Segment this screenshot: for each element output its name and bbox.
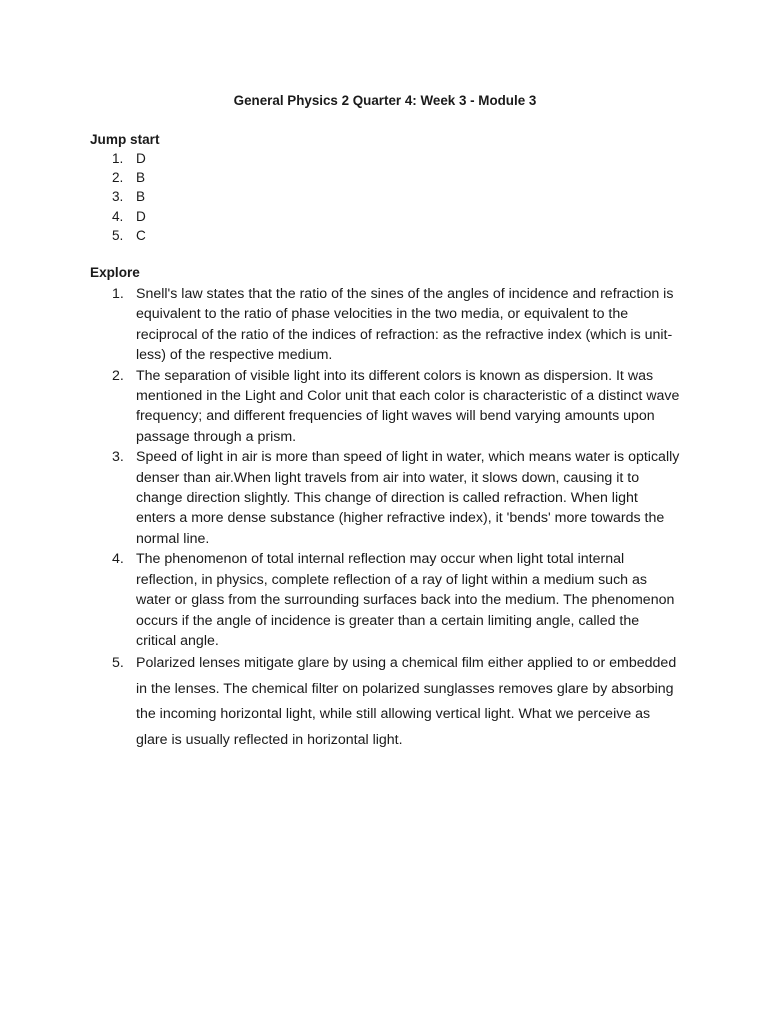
list-number: 2. xyxy=(112,170,124,186)
list-item xyxy=(90,651,680,753)
explore-list xyxy=(90,284,680,753)
list-item xyxy=(90,366,680,448)
list-number: 4. xyxy=(112,208,124,224)
list-number: 3. xyxy=(112,449,124,466)
answer-text: D xyxy=(136,208,146,224)
explore-heading: Explore xyxy=(90,265,140,281)
page-title: General Physics 2 Quarter 4: Week 3 - Module 3 xyxy=(233,93,537,108)
list-item xyxy=(90,149,680,168)
list-item xyxy=(90,207,680,226)
paragraph-text: Speed of light in air is more than speed of light in water, which means water is optically denser than air.When light travels from air into water, it slows down, causing it to change direction slightly. This change of direction is called refraction. When light enters a more dense substance (higher refractive index), it 'bends' more towards the normal line. xyxy=(136,449,680,547)
list-item xyxy=(90,187,680,206)
paragraph-text: The separation of visible light into its different colors is known as dispersion. It was mentioned in the Light and Color unit that each color is characteristic of a distinct wave frequency; and different frequencies of light waves will bend varying amounts upon passage through a prism. xyxy=(136,367,680,445)
paragraph-text: The phenomenon of total internal reflection may occur when light total internal reflection, in physics, complete reflection of a ray of light within a medium such as water or glass from the surrounding surfaces back into the medium. The phenomenon occurs if the angle of incidence is greater than a certain limiting angle, called the critical angle. xyxy=(136,551,675,649)
jump-start-list xyxy=(90,149,680,245)
list-item xyxy=(90,226,680,245)
jump-start-heading: Jump start xyxy=(90,132,160,147)
list-item xyxy=(90,447,680,549)
answer-text: C xyxy=(136,227,146,243)
list-number: 1. xyxy=(112,286,124,303)
answer-text: B xyxy=(136,189,146,205)
list-number: 4. xyxy=(112,551,124,568)
list-item xyxy=(90,284,680,366)
list-item xyxy=(90,549,680,651)
paragraph-text: Snell's law states that the ratio of the sines of the angles of incidence and refraction is equivalent to the ratio of phase velocities in the two media, or equivalent to the reciprocal of the ratio of the indices of refraction: as the refractive index (which is unit-less) of the respective medium. xyxy=(136,286,674,364)
answer-text: D xyxy=(136,151,146,166)
list-number: 3. xyxy=(112,189,124,205)
paragraph-text: Polarized lenses mitigate glare by using a chemical film either applied to or embedded in the lenses. The chemical filter on polarized sunglasses removes glare by absorbing the incoming horizontal light, while still allowing vertical light. What we perceive as glare is usually reflected in horizontal light. xyxy=(136,655,677,748)
list-number: 5. xyxy=(112,227,124,243)
list-item xyxy=(90,168,680,187)
list-number: 1. xyxy=(112,151,124,166)
list-number: 5. xyxy=(112,655,124,672)
list-number: 2. xyxy=(112,367,124,384)
answer-text: B xyxy=(136,170,146,186)
